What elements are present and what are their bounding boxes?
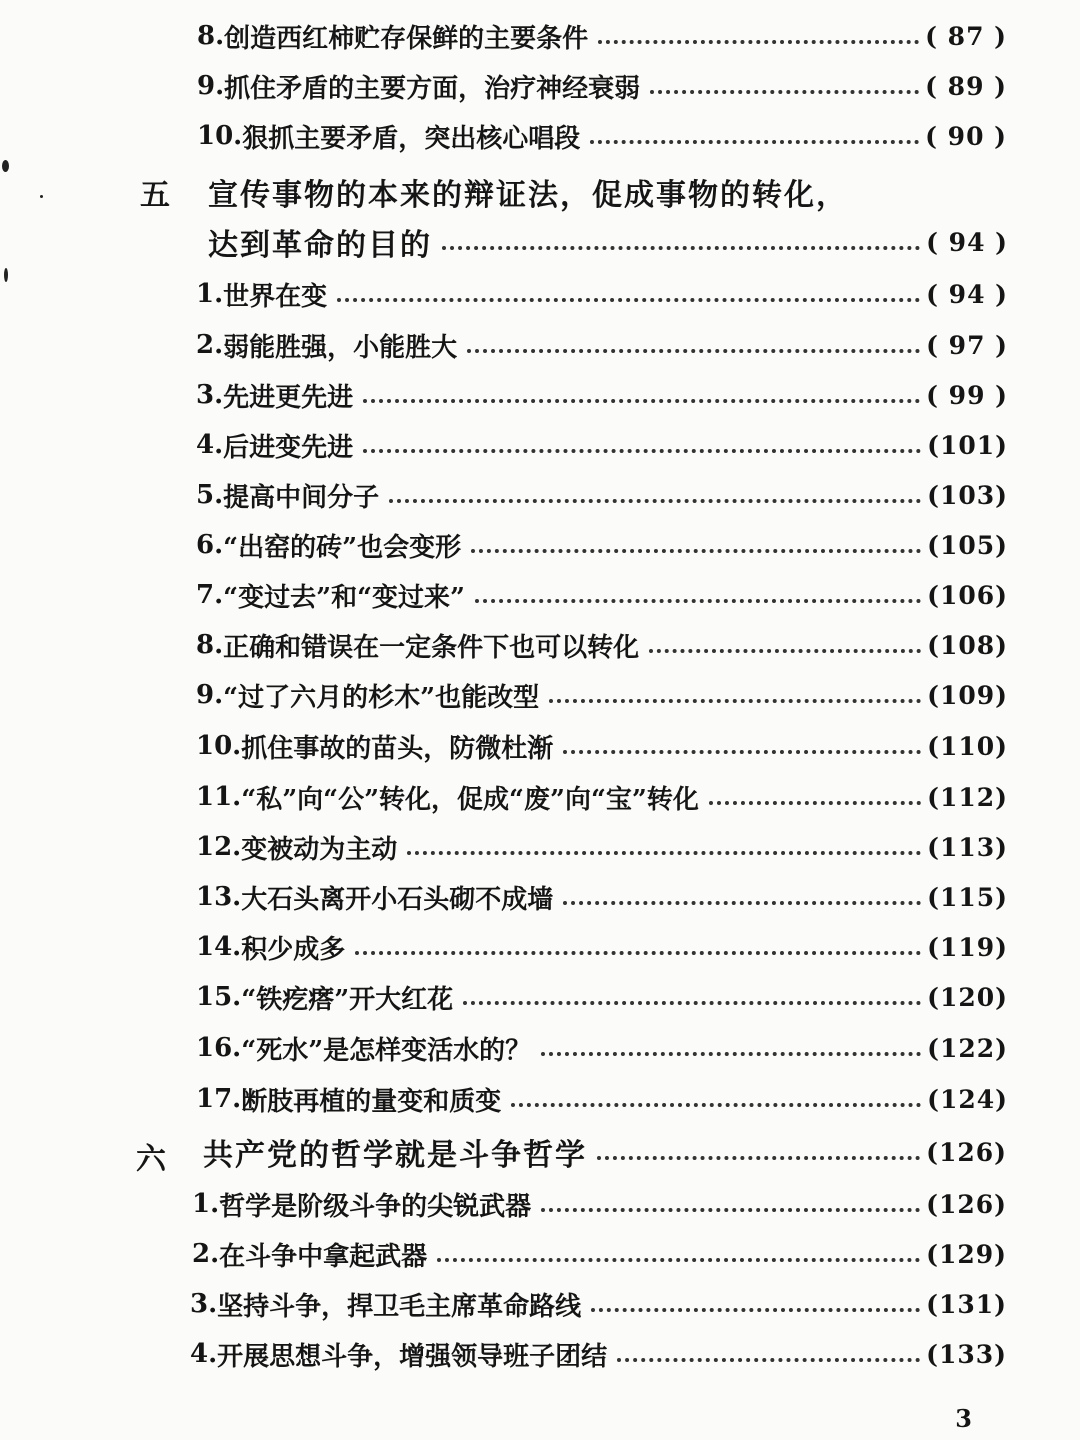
toc-item-5-9[interactable] bbox=[196, 675, 1008, 715]
toc-item-6-2[interactable] bbox=[192, 1234, 1007, 1274]
toc-item-5-8[interactable] bbox=[196, 625, 1008, 665]
toc-item-5-5[interactable] bbox=[196, 475, 1008, 515]
toc-item-5-2[interactable] bbox=[196, 325, 1008, 365]
toc-item-title: 创造西红柿贮存保鲜的主要条件 bbox=[224, 23, 589, 54]
leader-dots bbox=[597, 1156, 920, 1160]
toc-item-page: (109) bbox=[927, 680, 1008, 710]
toc-item-page: (126) bbox=[926, 1189, 1007, 1219]
toc-item-5-13[interactable] bbox=[196, 877, 1008, 917]
toc-item-title: 抓住事故的苗头，防微杜渐 bbox=[241, 733, 554, 764]
toc-item-title: 后进变先进 bbox=[223, 432, 354, 463]
toc-item-title: 狠抓主要矛盾，突出核心唱段 bbox=[242, 123, 581, 154]
toc-item-page: (122) bbox=[927, 1033, 1008, 1063]
toc-item-title: “出窑的砖”也会变形 bbox=[223, 532, 462, 563]
toc-item-page: ( 99 ) bbox=[926, 380, 1008, 410]
toc-item-page: (110) bbox=[927, 731, 1008, 761]
toc-item-number: 11. bbox=[196, 782, 242, 812]
toc-item-title: 正确和错误在一定条件下也可以转化 bbox=[223, 632, 640, 663]
scan-speck bbox=[40, 195, 43, 198]
toc-item-top-9[interactable] bbox=[197, 66, 1007, 106]
toc-item-title: 大石头离开小石头砌不成墙 bbox=[241, 884, 554, 915]
toc-item-page: ( 97 ) bbox=[926, 330, 1008, 360]
section-6-title: 共产党的哲学就是斗争哲学 bbox=[203, 1138, 587, 1173]
toc-item-page: (101) bbox=[927, 430, 1008, 460]
toc-item-title: 在斗争中拿起武器 bbox=[219, 1241, 428, 1272]
toc-item-title: 弱能胜强，小能胜大 bbox=[223, 332, 458, 363]
leader-dots bbox=[591, 1308, 920, 1312]
leader-dots bbox=[511, 1103, 921, 1107]
toc-item-page: (120) bbox=[927, 982, 1008, 1012]
toc-item-5-4[interactable] bbox=[196, 425, 1008, 465]
toc-item-page: (112) bbox=[927, 782, 1008, 812]
toc-item-number: 17. bbox=[196, 1084, 242, 1114]
toc-item-page: ( 90 ) bbox=[925, 121, 1007, 151]
leader-dots bbox=[467, 349, 920, 353]
toc-item-5-1[interactable] bbox=[196, 274, 1008, 314]
leader-dots bbox=[355, 951, 921, 955]
toc-item-top-8[interactable] bbox=[197, 16, 1007, 56]
toc-item-number: 5. bbox=[196, 480, 224, 510]
toc-item-number: 7. bbox=[196, 580, 224, 610]
leader-dots bbox=[650, 90, 919, 94]
section-5-title-line2: 达到革命的目的 bbox=[208, 228, 432, 263]
leader-dots bbox=[363, 399, 920, 403]
toc-item-title: 积少成多 bbox=[241, 934, 346, 965]
toc-item-5-16[interactable] bbox=[196, 1028, 1008, 1068]
toc-item-title: 抓住矛盾的主要方面，治疗神经衰弱 bbox=[224, 73, 641, 104]
toc-item-title: 变被动为主动 bbox=[241, 834, 398, 865]
toc-item-number: 8. bbox=[196, 630, 224, 660]
toc-item-page: (113) bbox=[927, 832, 1008, 862]
toc-item-number: 15. bbox=[196, 982, 242, 1012]
scan-speck bbox=[4, 268, 8, 282]
toc-item-5-11[interactable] bbox=[196, 777, 1008, 817]
toc-item-5-17[interactable] bbox=[196, 1079, 1008, 1119]
toc-item-5-6[interactable] bbox=[196, 525, 1008, 565]
leader-dots bbox=[709, 801, 921, 805]
toc-item-title: 哲学是阶级斗争的尖锐武器 bbox=[219, 1191, 532, 1222]
leader-dots bbox=[541, 1208, 920, 1212]
leader-dots bbox=[475, 599, 921, 603]
toc-item-title: “死水”是怎样变活水的？ bbox=[241, 1035, 532, 1066]
leader-dots bbox=[541, 1052, 921, 1056]
toc-item-page: (126) bbox=[926, 1137, 1007, 1167]
toc-item-page: ( 87 ) bbox=[925, 21, 1007, 51]
toc-item-title: 世界在变 bbox=[223, 281, 328, 312]
leader-dots bbox=[617, 1358, 920, 1362]
toc-item-title: “变过去”和“变过来” bbox=[223, 582, 465, 613]
section-5-title-line1[interactable]: 宣传事物的本来的辩证法，促成事物的转化， bbox=[208, 178, 848, 213]
toc-item-page: (103) bbox=[927, 480, 1008, 510]
leader-dots bbox=[437, 1258, 920, 1262]
toc-item-number: 4. bbox=[190, 1339, 218, 1369]
toc-item-number: 14. bbox=[196, 932, 242, 962]
toc-item-6-3[interactable] bbox=[190, 1284, 1007, 1324]
toc-item-number: 3. bbox=[190, 1289, 218, 1319]
toc-item-number: 9. bbox=[196, 680, 224, 710]
section-5-mark: 五 bbox=[140, 178, 170, 213]
toc-item-6-4[interactable] bbox=[190, 1334, 1007, 1374]
toc-item-5-3[interactable] bbox=[196, 375, 1008, 415]
leader-dots bbox=[463, 1001, 921, 1005]
toc-item-page: (124) bbox=[927, 1084, 1008, 1114]
toc-item-top-10[interactable] bbox=[197, 116, 1007, 156]
section-6-heading[interactable] bbox=[203, 1132, 1007, 1172]
leader-dots bbox=[649, 649, 921, 653]
toc-item-number: 10. bbox=[196, 731, 242, 761]
toc-item-title: “私”向“公”转化，促成“废”向“宝”转化 bbox=[241, 784, 699, 815]
toc-item-5-10[interactable] bbox=[196, 726, 1008, 766]
leader-dots bbox=[549, 699, 921, 703]
toc-item-5-7[interactable] bbox=[196, 575, 1008, 615]
toc-item-title: “铁疙瘩”开大红花 bbox=[241, 984, 454, 1015]
toc-item-title: 提高中间分子 bbox=[223, 482, 380, 513]
leader-dots bbox=[442, 246, 920, 250]
leader-dots bbox=[590, 140, 919, 144]
toc-item-6-1[interactable] bbox=[192, 1184, 1007, 1224]
leader-dots bbox=[407, 851, 921, 855]
toc-item-number: 2. bbox=[196, 330, 224, 360]
leader-dots bbox=[337, 298, 920, 302]
toc-item-page: (119) bbox=[927, 932, 1008, 962]
toc-item-title: 断肢再植的量变和质变 bbox=[241, 1086, 502, 1117]
toc-item-number: 8. bbox=[197, 21, 225, 51]
toc-item-number: 1. bbox=[192, 1189, 220, 1219]
leader-dots bbox=[389, 499, 921, 503]
toc-item-page: (129) bbox=[926, 1239, 1007, 1269]
toc-item-5-14[interactable] bbox=[196, 927, 1008, 967]
toc-item-number: 10. bbox=[197, 121, 243, 151]
toc-item-5-12[interactable] bbox=[196, 827, 1008, 867]
toc-item-number: 2. bbox=[192, 1239, 220, 1269]
section-5-heading[interactable] bbox=[208, 222, 1008, 262]
toc-item-number: 6. bbox=[196, 530, 224, 560]
toc-item-title: “过了六月的杉木”也能改型 bbox=[223, 682, 540, 713]
toc-item-number: 16. bbox=[196, 1033, 242, 1063]
toc-item-number: 13. bbox=[196, 882, 242, 912]
toc-item-page: (115) bbox=[927, 882, 1008, 912]
toc-item-page: (133) bbox=[926, 1339, 1007, 1369]
leader-dots bbox=[598, 40, 919, 44]
section-6-mark: 六 bbox=[136, 1142, 166, 1177]
leader-dots bbox=[471, 549, 921, 553]
toc-item-title: 开展思想斗争，增强领导班子团结 bbox=[217, 1341, 608, 1372]
page-number: 3 bbox=[955, 1404, 972, 1433]
leader-dots bbox=[563, 901, 921, 905]
leader-dots bbox=[563, 750, 921, 754]
toc-item-page: ( 94 ) bbox=[926, 279, 1008, 309]
toc-item-page: (108) bbox=[927, 630, 1008, 660]
toc-item-title: 先进更先进 bbox=[223, 382, 354, 413]
toc-item-number: 1. bbox=[196, 279, 224, 309]
toc-item-page: (105) bbox=[927, 530, 1008, 560]
toc-item-5-15[interactable] bbox=[196, 977, 1008, 1017]
leader-dots bbox=[363, 449, 921, 453]
toc-item-title: 坚持斗争，捍卫毛主席革命路线 bbox=[217, 1291, 582, 1322]
toc-item-page: ( 94 ) bbox=[926, 227, 1008, 257]
scan-speck bbox=[2, 160, 9, 172]
toc-item-number: 12. bbox=[196, 832, 242, 862]
toc-item-number: 4. bbox=[196, 430, 224, 460]
toc-item-number: 3. bbox=[196, 380, 224, 410]
toc-item-page: (131) bbox=[926, 1289, 1007, 1319]
toc-item-page: (106) bbox=[927, 580, 1008, 610]
toc-item-page: ( 89 ) bbox=[925, 71, 1007, 101]
toc-item-number: 9. bbox=[197, 71, 225, 101]
